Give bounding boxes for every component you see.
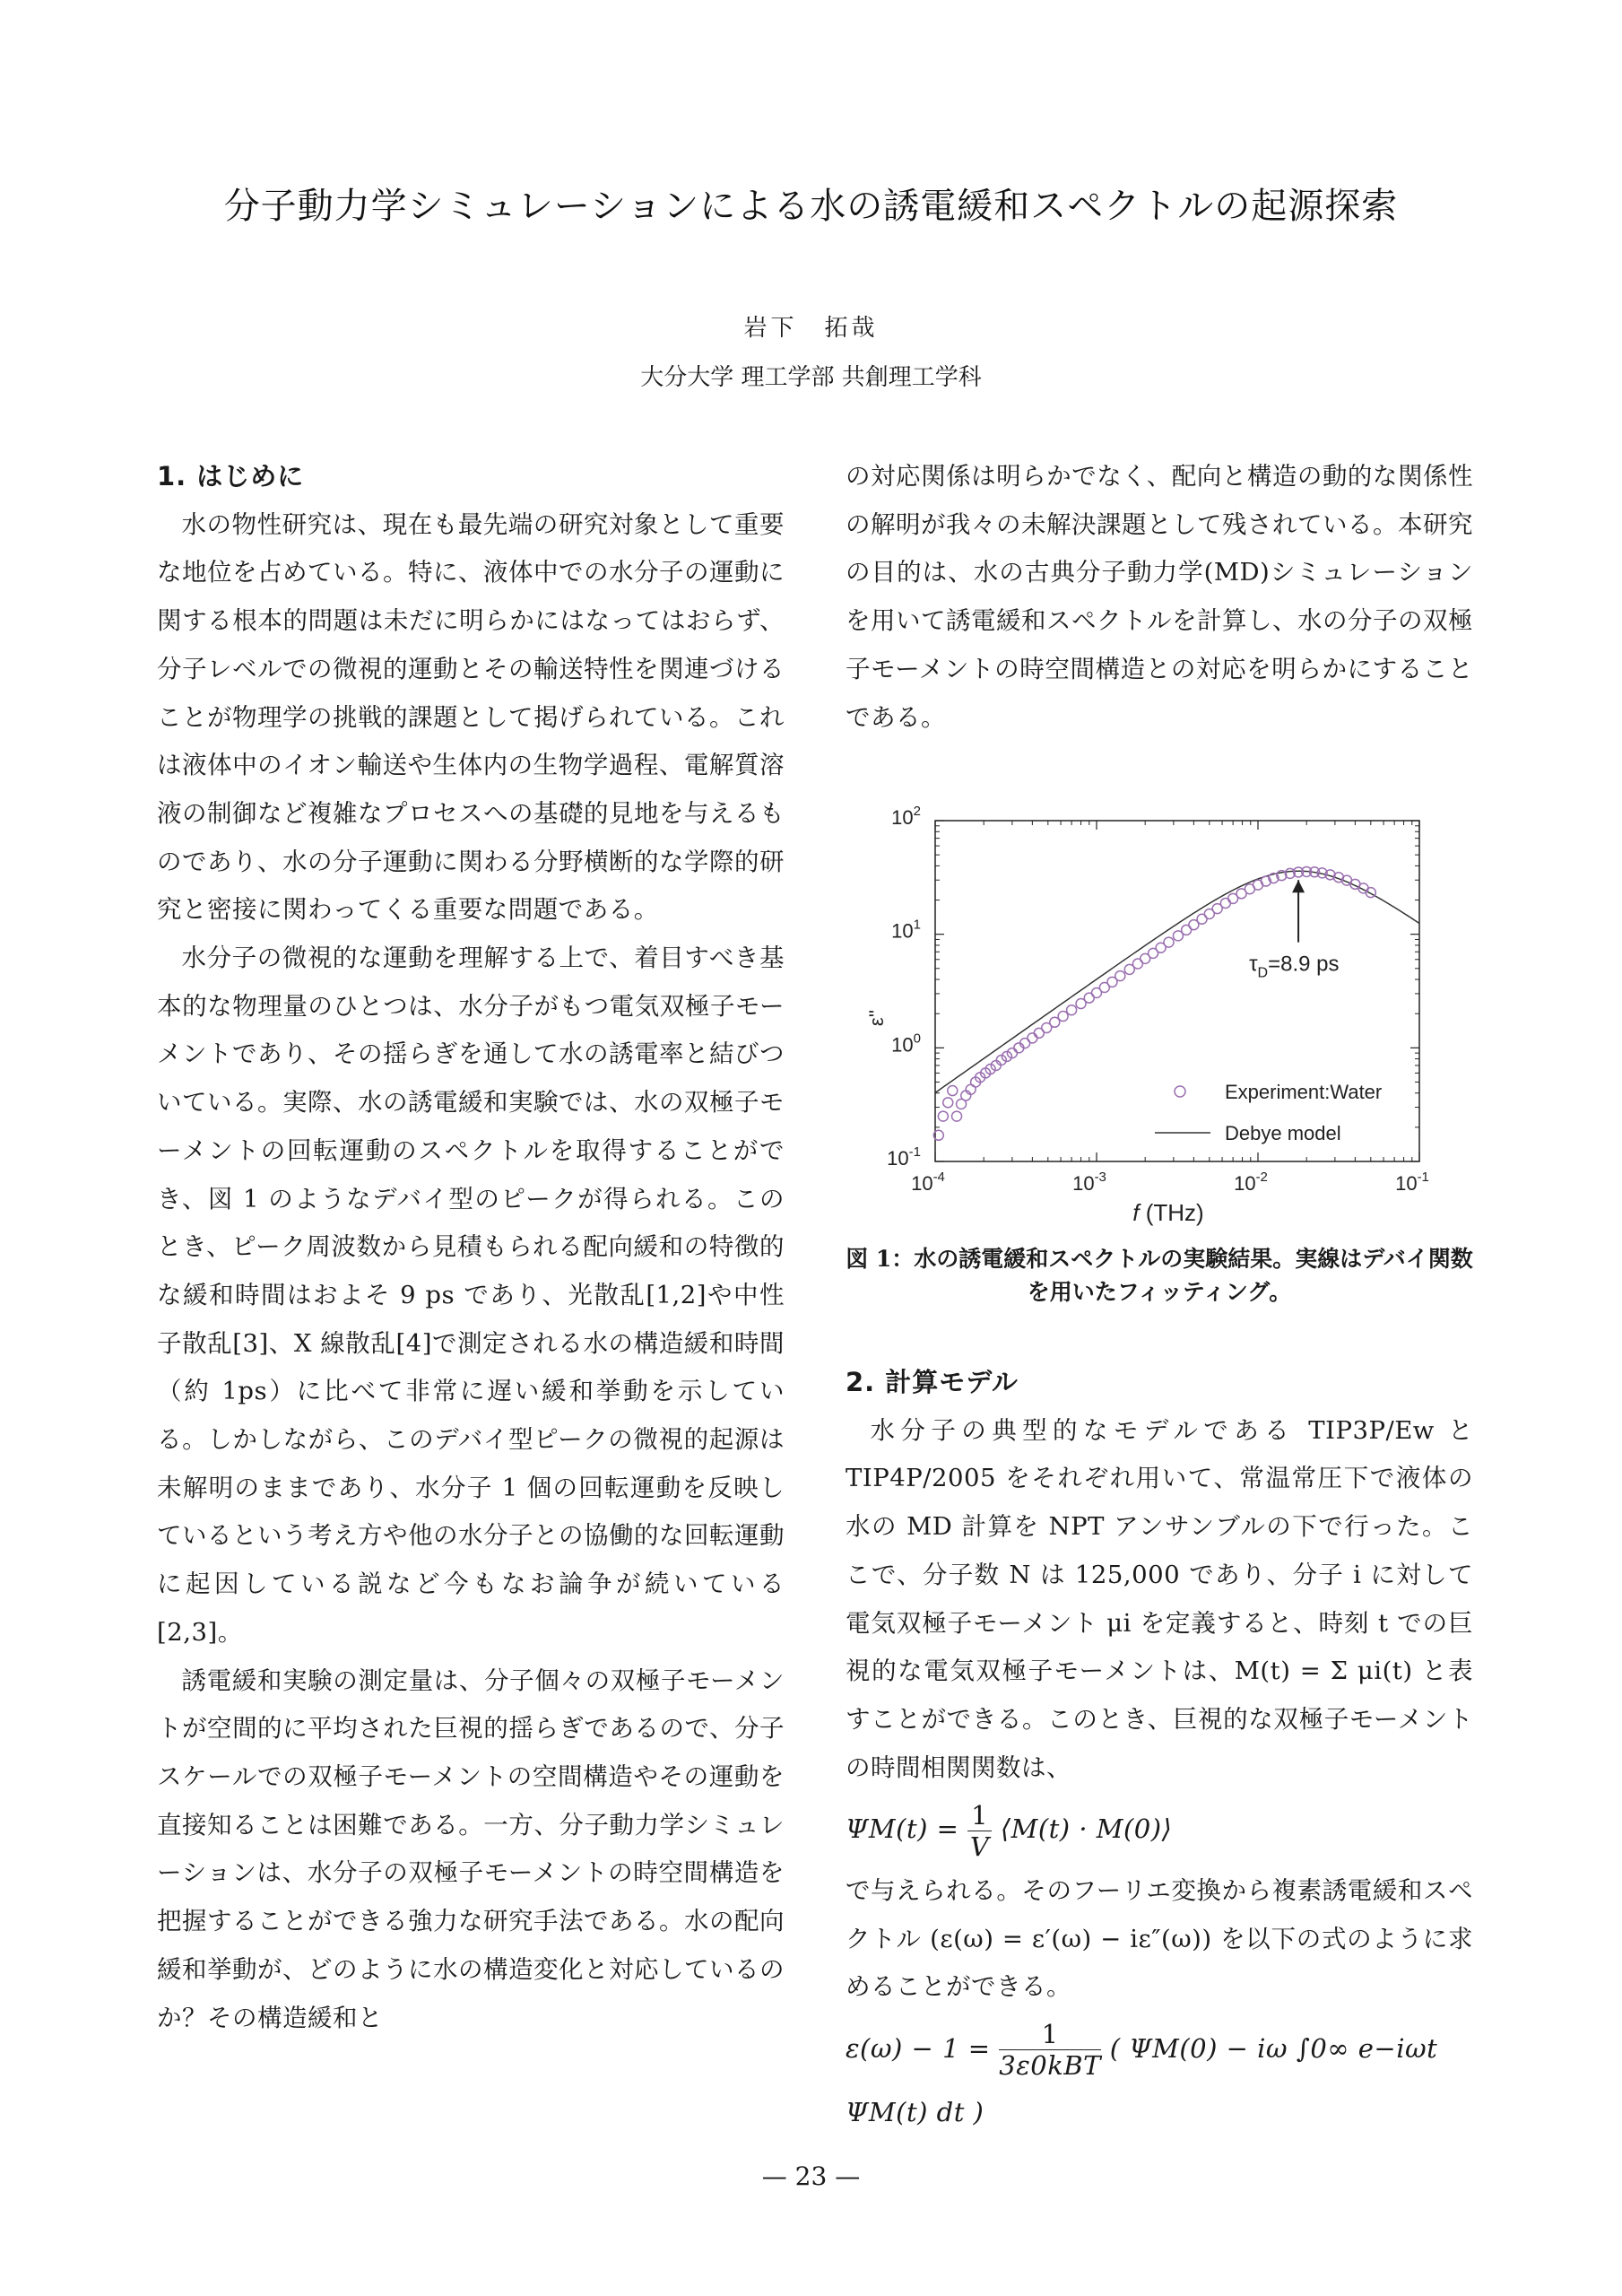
equation-2-left: ε(ω) − 1 =: [846, 2032, 1000, 2064]
right-column-top: [846, 453, 1473, 742]
data-point: [1067, 1005, 1077, 1015]
y-tick-label: $10^{-1}$: [887, 1144, 921, 1170]
equation-1-left: ΨM(t) =: [846, 1813, 968, 1845]
data-point: [938, 1111, 948, 1121]
y-tick-label: $10^2$: [891, 804, 921, 829]
equation-1-right: ⟨M(t) · M(0)⟩: [1000, 1813, 1173, 1845]
equation-1-numerator: 1: [967, 1800, 992, 1831]
data-point: [1058, 1012, 1068, 1022]
x-tick-label: $10^{-4}$: [911, 1170, 945, 1195]
author-affiliation: 大分大学 理工学部 共創理工学科: [640, 364, 982, 391]
dielectric-spectrum-chart: [846, 803, 1473, 1233]
section1-paragraph-1: 水の物性研究は、現在も最先端の研究対象として重要な地位を占めている。特に、液体中での水分子の運動に関する根本的問題は未だに明らかにはなってはおらず、分子レベルでの微視的運動とその輸送特性を関連づけることが物理学の挑戦的課題として掲げられている。これは液体中のイオン輸送や生体内の生物学過程、電解質溶液の制御など複雑なプロセスへの基礎的見地を与えるものであり、水の分子運動に関わる分野横断的な学際的研究と密接に関わってくる重要な問題である。: [157, 509, 785, 925]
section2: [846, 1359, 1473, 2149]
y-tick-label: $10^0$: [891, 1031, 921, 1057]
annotation-tau-label: $\tau_D=8.9$ ps: [1249, 952, 1340, 981]
x-tick-label: $10^{-2}$: [1234, 1170, 1268, 1195]
x-tick-label: $10^{-3}$: [1072, 1170, 1106, 1195]
data-point: [1366, 888, 1375, 898]
equation-2-numerator: 1: [999, 2019, 1101, 2050]
x-tick-label: $10^{-1}$: [1395, 1170, 1429, 1195]
y-axis-label: ε'': [865, 1009, 888, 1027]
equation-2-right: ( ΨM(0) − iω ∫0∞ e−iωt ΨM(t) dt ): [846, 2032, 1438, 2128]
section2-paragraph-2: で与えられる。そのフーリエ変換から複素誘電緩和スペクトル (ε(ω) = ε′(ω) − iε″(ω)) を以下の式のように求めることができる。: [846, 1875, 1473, 2002]
equation-1: [846, 1792, 1473, 1867]
x-axis-label: f (THz): [1132, 1199, 1204, 1226]
equation-2-fraction: [999, 2019, 1101, 2081]
equation-1-denominator: V: [969, 1831, 990, 1862]
data-point: [1115, 971, 1125, 981]
data-point: [952, 1111, 962, 1121]
section1-paragraph-2: 水分子の微視的な運動を理解する上で、着目すべき基本的な物理量のひとつは、水分子がもつ電気双極子モーメントであり、その揺らぎを通して水の誘電率と結びついている。実際、水の誘電緩和実験では、水の双極子モーメントの回転運動のスペクトルを取得することができ、図 1 のようなデバイ型のピークが得られる。このとき、ピーク周波数から見積もられる配向緩和の特徴的な緩和時間はおよそ 9 ps であり、光散乱[1,2]や中性子散乱[3]、X 線散乱[4]で測定される水の構造緩和時間（約 1ps）に比べて非常に遅い緩和挙動を示している。しかしながら、このデバイ型ピークの微視的起源は未解明のままであり、水分子 1 個の回転運動を反映しているという考え方や他の水分子との協働的な回転運動に起因している説など今もなお論争が続いている[2,3]。: [157, 944, 785, 1647]
left-column: [157, 453, 785, 2042]
equation-1-fraction: [967, 1800, 992, 1862]
legend-label-debye: Debye model: [1225, 1122, 1341, 1144]
legend-marker-experiment: [1175, 1086, 1185, 1097]
data-point: [1028, 1033, 1037, 1043]
data-point: [1164, 937, 1174, 947]
data-point: [1220, 898, 1230, 908]
section2-paragraph-1: 水分子の典型的なモデルである TIP3P/Ew と TIP4P/2005 をそれぞれ用いて、常温常圧下で液体の水の MD 計算を NPT アンサンブルの下で行った。ここで、分子数 N は 125,000 であり、分子 i に対して電気双極子モーメント μi を定義すると、時刻 t での巨視的な電気双極子モーメントは、M(t) = Σ μi(t) と表すことができる。このとき、巨視的な双極子モーメントの時間相関関数は、: [846, 1415, 1473, 1782]
data-point: [943, 1098, 953, 1108]
page-number: — 23 —: [761, 2161, 861, 2191]
equation-2-denominator: 3ε0kBT: [999, 2050, 1101, 2082]
section1-continuation: の対応関係は明らかでなく、配向と構造の動的な関係性の解明が我々の未解決課題として残されている。本研究の目的は、水の古典分子動力学(MD)シミュレーションを用いて誘電緩和スペクトルを計算し、水の分子の双極子モーメントの時空間構造との対応を明らかにすることである。: [846, 462, 1473, 732]
annotation-arrow-head: [1292, 880, 1305, 892]
plot-frame: [935, 821, 1419, 1161]
section1-heading: 1. はじめに: [157, 461, 305, 491]
figure-1-caption: 図 1：水の誘電緩和スペクトルの実験結果。実線はデバイ関数を用いたフィッティング。: [846, 1246, 1473, 1305]
section1-paragraph-3: 誘電緩和実験の測定量は、分子個々の双極子モーメントが空間的に平均された巨視的揺らぎであるので、分子スケールでの双極子モーメントの空間構造やその運動を直接知ることは困難である。一方、分子動力学シミュレーションは、水分子の双極子モーメントの時空間構造を把握することができる強力な研究手法である。水の配向緩和挙動が、どのように水の構造変化と対応しているのか？その構造緩和と: [157, 1665, 785, 2032]
author-name: 岩下 拓哉: [743, 315, 879, 342]
section2-heading: 2. 計算モデル: [846, 1367, 1019, 1397]
debye-model-line: [935, 871, 1419, 1092]
page-title: 分子動力学シミュレーションによる水の誘電緩和スペクトルの起源探索: [223, 186, 1399, 227]
y-tick-label: $10^1$: [891, 917, 921, 943]
legend-label-experiment: Experiment:Water: [1225, 1081, 1383, 1103]
data-point: [948, 1086, 958, 1096]
equation-2: [846, 2012, 1473, 2150]
